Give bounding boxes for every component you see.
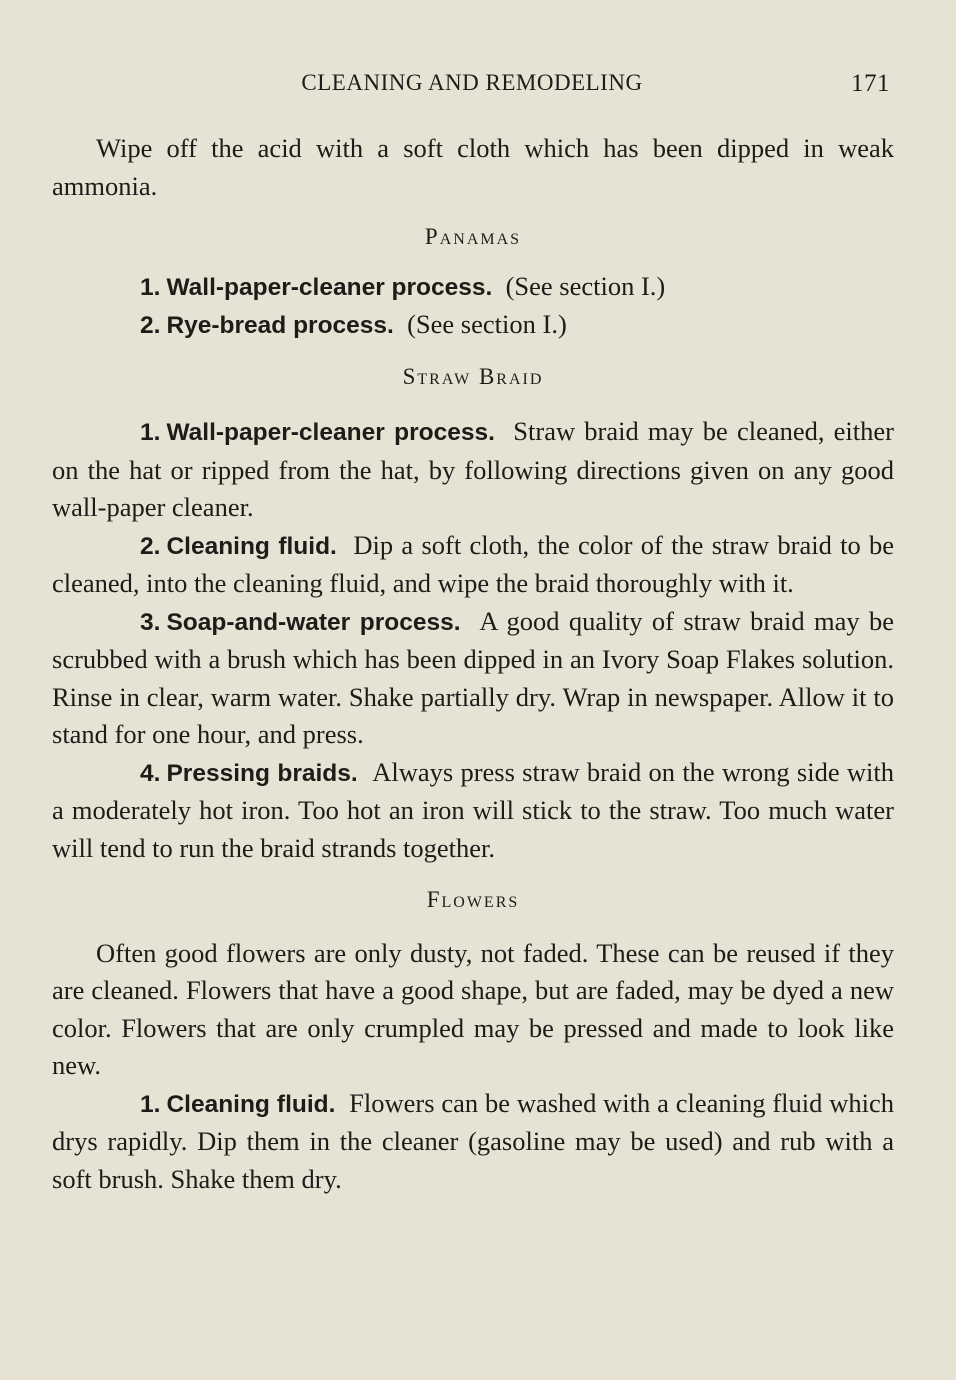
item-number: 2. bbox=[140, 312, 161, 339]
page-body bbox=[52, 130, 894, 1198]
item-heading: Wall-paper-cleaner process. bbox=[166, 273, 493, 301]
item-number: 1. bbox=[140, 419, 161, 446]
item-number: 4. bbox=[140, 759, 161, 787]
item-number: 2. bbox=[140, 532, 161, 560]
header-title: CLEANING AND REMODELING bbox=[301, 70, 643, 95]
straw-item-1 bbox=[52, 413, 894, 527]
straw-item-4 bbox=[52, 754, 894, 868]
section-heading-flowers: Flowers bbox=[426, 887, 520, 912]
straw-item-2 bbox=[52, 527, 894, 603]
item-number: 1. bbox=[140, 273, 161, 301]
section-heading-panamas: Panamas bbox=[424, 224, 522, 249]
item-text: (See section I.) bbox=[505, 270, 666, 301]
flowers-intro: Often good flowers are only dusty, not faded. These can be reused if they are cleaned. Flowers that have a good shape, but are faded, may be dyed a new color. Flowers that are only crumpled may be pressed and made to look like new. bbox=[52, 937, 894, 1080]
item-heading: Rye-bread process. bbox=[166, 312, 394, 339]
intro-paragraph: Wipe off the acid with a soft cloth which has been dipped in weak ammonia. bbox=[52, 133, 894, 201]
page-number: 171 bbox=[851, 70, 890, 97]
panamas-item-2 bbox=[52, 306, 894, 345]
panamas-item-1 bbox=[52, 268, 894, 307]
item-text: Dip a soft cloth, the color of the straw braid to be cleaned, into the cleaning fluid, and wipe the braid thoroughly with it. bbox=[52, 529, 894, 598]
item-number: 1. bbox=[140, 1090, 161, 1118]
item-heading: Wall-paper-cleaner process. bbox=[166, 419, 495, 446]
item-heading: Cleaning fluid. bbox=[166, 1090, 336, 1118]
item-text: (See section I.) bbox=[407, 309, 567, 339]
item-text: Straw braid may be cleaned, either on the hat or ripped from the hat, by following directions given on any good wall-paper cleaner. bbox=[52, 416, 894, 522]
item-heading: Soap-and-water process. bbox=[166, 608, 461, 636]
running-header bbox=[52, 70, 892, 106]
straw-item-3 bbox=[52, 603, 894, 754]
item-heading: Pressing braids. bbox=[166, 759, 358, 787]
section-heading-straw-braid: Straw Braid bbox=[402, 363, 544, 389]
item-text: Always press straw braid on the wrong side with a moderately hot iron. Too hot an iron will stick to the straw. Too much water will tend to run the braid strands together. bbox=[52, 756, 894, 863]
item-number: 3. bbox=[140, 608, 161, 636]
flowers-item-1 bbox=[52, 1085, 894, 1199]
item-heading: Cleaning fluid. bbox=[166, 532, 337, 560]
item-text: A good quality of straw braid may be scrubbed with a brush which has been dipped in an Ivory Soap Flakes solution. Rinse in clear, warm water. Shake partially dry. Wrap in newspaper. Allow it to stand for one hour, and press. bbox=[52, 605, 894, 749]
item-text: Flowers can be washed with a cleaning fluid which drys rapidly. Dip them in the cleaner (gasoline may be used) and rub with a soft brush. Shake them dry. bbox=[52, 1087, 894, 1194]
